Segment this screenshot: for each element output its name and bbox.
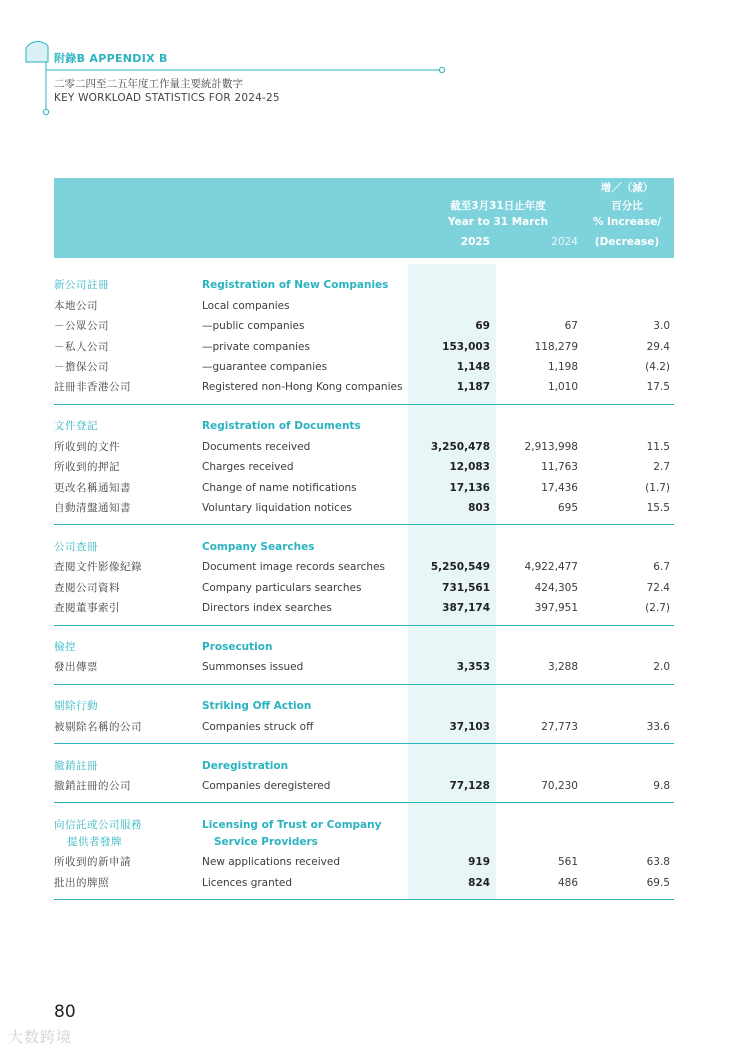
table-row xyxy=(54,657,674,677)
value-2025: 17,136 xyxy=(449,482,490,494)
row-label-en: New applications received xyxy=(202,856,341,868)
value-2024: 4,922,477 xyxy=(524,561,578,573)
value-2024: 424,305 xyxy=(534,582,578,594)
value-2024: 561 xyxy=(557,856,578,868)
value-2025: 1,148 xyxy=(456,361,490,373)
table-row xyxy=(54,316,674,336)
section-title-en: Prosecution xyxy=(202,641,273,653)
page-title-zh: 二零二四至二五年度工作量主要統計數字 xyxy=(54,78,243,90)
table-row xyxy=(54,873,674,893)
value-2025: 919 xyxy=(468,856,490,868)
table-row xyxy=(54,557,674,577)
value-2025: 12,083 xyxy=(449,461,490,473)
value-2024: 27,773 xyxy=(541,721,578,733)
percent-change: 9.8 xyxy=(653,780,670,792)
value-2025: 37,103 xyxy=(449,721,490,733)
percent-change: 6.7 xyxy=(653,561,670,573)
table-header xyxy=(54,178,674,258)
value-2024: 70,230 xyxy=(541,780,578,792)
table-row xyxy=(54,852,674,872)
row-label-en: Companies deregistered xyxy=(202,780,331,792)
percent-change: 3.0 xyxy=(653,320,670,332)
row-label-en: —private companies xyxy=(202,341,310,353)
value-2024: 67 xyxy=(564,320,578,332)
section-header xyxy=(54,275,674,295)
section-title-en: Registration of Documents xyxy=(202,420,361,432)
percent-change: (4.2) xyxy=(645,361,670,373)
table-row xyxy=(54,377,674,397)
percent-change: 72.4 xyxy=(646,582,670,594)
row-label-zh: 批出的牌照 xyxy=(54,877,109,889)
percent-change: 15.5 xyxy=(646,502,670,514)
value-2024: 695 xyxy=(557,502,578,514)
value-2024: 118,279 xyxy=(534,341,578,353)
row-label-zh: 查閱董事索引 xyxy=(54,602,120,614)
section-header xyxy=(54,537,674,557)
value-2024: 2,913,998 xyxy=(524,441,578,453)
section-divider xyxy=(54,625,674,626)
row-label-en: Directors index searches xyxy=(202,602,332,614)
row-label-zh: 被剔除名稱的公司 xyxy=(54,721,142,733)
page-number: 80 xyxy=(54,1002,76,1022)
year-2025-header: 2025 xyxy=(460,236,490,248)
section-title-zh: 文件登記 xyxy=(54,420,98,432)
value-2024: 397,951 xyxy=(534,602,578,614)
section-header-cont xyxy=(54,832,674,852)
value-2024: 1,198 xyxy=(547,361,578,373)
section-title-en: Registration of New Companies xyxy=(202,279,389,291)
percent-change: 2.0 xyxy=(653,661,670,673)
appendix-label: 附錄B APPENDIX B xyxy=(54,52,168,65)
section-title-zh: 新公司註冊 xyxy=(54,279,109,291)
row-label-en: Company particulars searches xyxy=(202,582,362,594)
row-label-zh: 查閱文件影像紀錄 xyxy=(54,561,142,573)
section-title-en-line2: Service Providers xyxy=(214,836,318,848)
row-label-en: Summonses issued xyxy=(202,661,304,673)
percent-change: 29.4 xyxy=(646,341,670,353)
row-label-zh: 發出傳票 xyxy=(54,661,98,673)
row-label-zh: 所收到的押記 xyxy=(54,461,120,473)
section-title-en: Company Searches xyxy=(202,541,315,553)
table-row xyxy=(54,337,674,357)
row-label-en: Local companies xyxy=(202,300,290,312)
change-label-en1: % Increase/ xyxy=(592,216,662,228)
row-label-zh: 所收到的新申請 xyxy=(54,856,131,868)
row-label-zh: 查閱公司資料 xyxy=(54,582,120,594)
row-label-zh: －私人公司 xyxy=(54,341,109,353)
section-title-zh-line2: 提供者發牌 xyxy=(67,836,122,848)
period-label-en: Year to 31 March xyxy=(447,216,549,228)
table-row xyxy=(54,498,674,518)
table-row xyxy=(54,437,674,457)
section-title-zh: 公司查冊 xyxy=(54,541,98,553)
section-title-zh: 剔除行動 xyxy=(54,700,98,712)
table-row xyxy=(54,598,674,618)
change-label-en2: (Decrease) xyxy=(594,236,660,248)
row-label-zh: 註冊非香港公司 xyxy=(54,381,131,393)
value-2024: 17,436 xyxy=(541,482,578,494)
section-divider xyxy=(54,524,674,525)
percent-change: 33.6 xyxy=(646,721,670,733)
percent-change: (1.7) xyxy=(645,482,670,494)
table-row xyxy=(54,478,674,498)
section-divider xyxy=(54,899,674,900)
percent-change: 63.8 xyxy=(646,856,670,868)
value-2025: 3,353 xyxy=(456,661,490,673)
row-label-en: Licences granted xyxy=(202,877,293,889)
row-label-zh: －擔保公司 xyxy=(54,361,109,373)
row-label-en: —guarantee companies xyxy=(202,361,328,373)
section-title-zh: 撤銷註冊 xyxy=(54,760,98,772)
row-label-en: —public companies xyxy=(202,320,305,332)
row-label-zh: 所收到的文件 xyxy=(54,441,120,453)
value-2024: 486 xyxy=(557,877,578,889)
value-2025: 387,174 xyxy=(442,602,490,614)
period-label-zh: 截至3月31日止年度 xyxy=(450,200,546,212)
percent-change: 69.5 xyxy=(646,877,670,889)
section-title-zh: 向信託或公司服務 xyxy=(54,819,142,831)
change-label-zh1: 增／（減） xyxy=(600,182,654,194)
table-row xyxy=(54,776,674,796)
page-title-en: KEY WORKLOAD STATISTICS FOR 2024-25 xyxy=(54,92,280,104)
row-label-zh: 更改名稱通知書 xyxy=(54,482,131,494)
watermark: 大数跨境 xyxy=(8,1028,73,1046)
table-row xyxy=(54,457,674,477)
value-2024: 1,010 xyxy=(547,381,578,393)
section-header xyxy=(54,637,674,657)
section-header xyxy=(54,696,674,716)
value-2024: 11,763 xyxy=(541,461,578,473)
section-title-en: Deregistration xyxy=(202,760,289,772)
row-label-en: Registered non-Hong Kong companies xyxy=(202,381,403,393)
value-2025: 1,187 xyxy=(456,381,490,393)
row-label-zh: 本地公司 xyxy=(54,300,98,312)
row-label-zh: 撤銷註冊的公司 xyxy=(54,780,131,792)
row-label-en: Change of name notifications xyxy=(202,482,357,494)
row-label-zh: 自動清盤通知書 xyxy=(54,502,131,514)
row-label-en: Companies struck off xyxy=(202,721,314,733)
section-divider xyxy=(54,743,674,744)
value-2025: 69 xyxy=(475,320,490,332)
section-divider xyxy=(54,802,674,803)
percent-change: 2.7 xyxy=(653,461,670,473)
table-row xyxy=(54,717,674,737)
value-2025: 824 xyxy=(468,877,490,889)
row-label-en: Document image records searches xyxy=(202,561,385,573)
row-label-en: Voluntary liquidation notices xyxy=(202,502,352,514)
row-label-en: Documents received xyxy=(202,441,311,453)
value-2025: 803 xyxy=(468,502,490,514)
value-2025: 153,003 xyxy=(442,341,490,353)
change-label-zh2: 百分比 xyxy=(611,200,643,212)
percent-change: (2.7) xyxy=(645,602,670,614)
section-divider xyxy=(54,684,674,685)
section-title-en: Licensing of Trust or Company xyxy=(202,819,382,831)
table-row xyxy=(54,296,674,316)
section-header xyxy=(54,416,674,436)
percent-change: 17.5 xyxy=(646,381,670,393)
percent-change: 11.5 xyxy=(646,441,670,453)
section-divider xyxy=(54,404,674,405)
section-title-en: Striking Off Action xyxy=(202,700,312,712)
row-label-en: Charges received xyxy=(202,461,294,473)
value-2025: 5,250,549 xyxy=(430,561,490,573)
value-2025: 77,128 xyxy=(449,780,490,792)
value-2025: 3,250,478 xyxy=(430,441,490,453)
table-row xyxy=(54,578,674,598)
value-2025: 731,561 xyxy=(442,582,490,594)
row-label-zh: －公眾公司 xyxy=(54,320,109,332)
section-title-zh: 檢控 xyxy=(54,641,76,653)
table-row xyxy=(54,357,674,377)
year-2024-header: 2024 xyxy=(551,236,578,248)
section-header xyxy=(54,756,674,776)
value-2024: 3,288 xyxy=(547,661,578,673)
